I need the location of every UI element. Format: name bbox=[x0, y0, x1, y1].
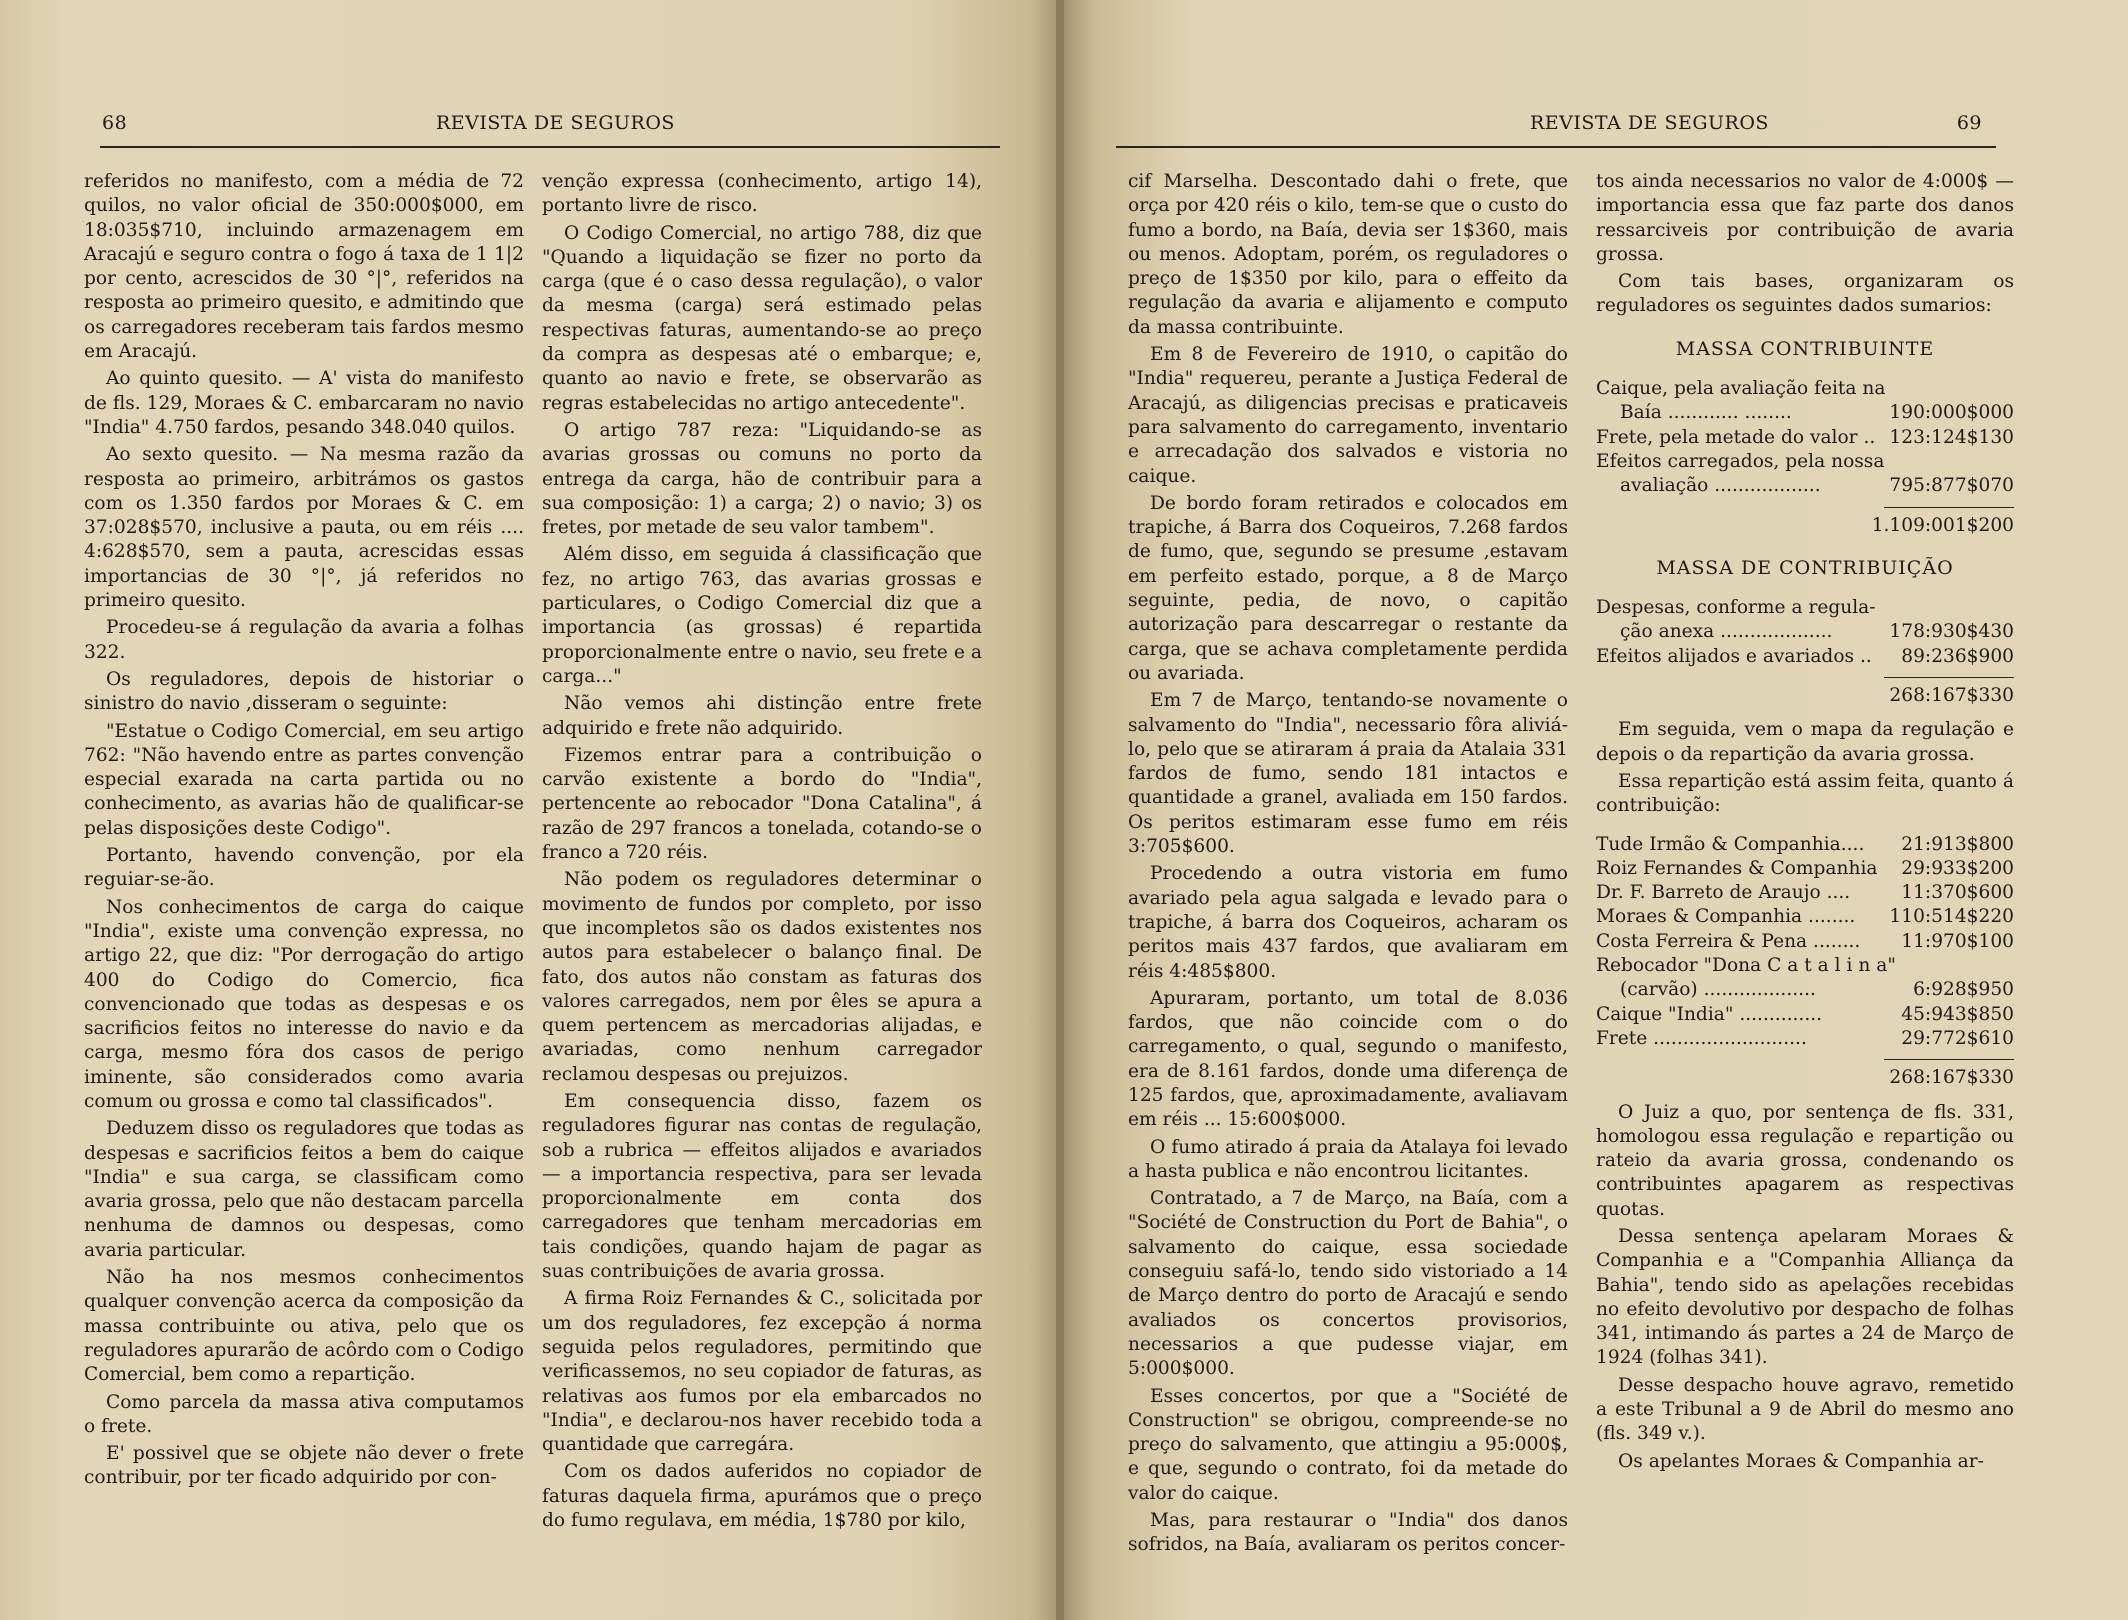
right-page bbox=[1064, 0, 2128, 1620]
table-row bbox=[1596, 954, 2014, 978]
row-label: Baía ............ ........ bbox=[1620, 402, 1792, 424]
paragraph: Não ha nos mesmos conhecimentos qualquer convenção acerca da composição da massa contribuinte ou ativa, pelo que os reguladores apurarão de acôrdo com o Codigo Comercial, bem como a repartição. bbox=[84, 1267, 524, 1386]
row-value: 45:943$850 bbox=[1901, 1003, 2014, 1025]
paragraph: Os reguladores, depois de historiar o sinistro do navio ,disseram o seguinte: bbox=[84, 668, 524, 715]
paragraph: Em seguida, vem o mapa da regulação e depois o da repartição da avaria grossa. bbox=[1596, 719, 2014, 765]
paragraph: cif Marselha. Descontado dahi o frete, que orça por 420 réis o kilo, tem-se que o custo do fumo a bordo, na Baía, devia ser 1$360, mais ou menos. Adoptam, porém, os reguladores o preço de 1$350 por kilo, para o effeito da regulação da avaria e alijamento e computo da massa contribuinte. bbox=[1128, 171, 1568, 338]
row-value: 123:124$130 bbox=[1889, 426, 2014, 448]
right-page-header bbox=[1116, 112, 1996, 148]
paragraph: Essa repartição está assim feita, quanto á contribuição: bbox=[1596, 770, 2014, 817]
reparticao-table bbox=[1596, 833, 2014, 1091]
row-value: 110:514$220 bbox=[1889, 906, 2014, 928]
left-page-column-1 bbox=[84, 170, 524, 1494]
table-total: 1.109:001$200 bbox=[1871, 514, 2014, 536]
table-total: 268:167$330 bbox=[1889, 1067, 2014, 1089]
paragraph: Dessa sentença apelaram Moraes & Companhia e a "Companhia Alliança da Bahia", tendo sido as apelações recebidas no efeito devolutivo por despacho de folhas 341, intimando ás partes a 24 de Março de 1924 (folhas 341). bbox=[1596, 1225, 2014, 1369]
row-value: 29:772$610 bbox=[1901, 1027, 2014, 1049]
row-value: 178:930$430 bbox=[1889, 621, 2014, 643]
paragraph: Apuraram, portanto, um total de 8.036 fardos, que não coincide com o do carregamento, o qual, segundo o manifesto, era de 8.161 fardos, donde uma diferença de 125 fardos, que, aproximadamente, avaliavam em réis ... 15:600$000. bbox=[1128, 987, 1568, 1131]
table-row bbox=[1596, 833, 2014, 857]
row-value: 795:877$070 bbox=[1889, 475, 2014, 497]
row-value: 6:928$950 bbox=[1913, 979, 2014, 1001]
paragraph: A firma Roiz Fernandes & C., solicitada por um dos reguladores, fez excepção á norma seguida pelos reguladores, permitindo que verificassemos, no seu copiador de faturas, as relativas aos fumos por ela embarcados no "India", e declarou-nos haver recebido toda a quantidade que carregára. bbox=[542, 1288, 982, 1456]
table-row bbox=[1596, 426, 2014, 450]
table-total: 268:167$330 bbox=[1889, 685, 2014, 707]
row-value: 89:236$900 bbox=[1901, 645, 2014, 667]
paragraph: Em 8 de Fevereiro de 1910, o capitão do "India" requereu, perante a Justiça Federal de Aracajú, as diligencias precisas e praticaveis para salvamento do carregamento, inventario e arrecadação dos salvados e vistoria no caique. bbox=[1128, 344, 1568, 487]
row-label: Rebocador "Dona C a t a l i n a" bbox=[1596, 955, 1896, 977]
row-label: Moraes & Companhia ........ bbox=[1596, 906, 1856, 928]
paragraph: Não vemos ahi distinção entre frete adquirido e frete não adquirido. bbox=[542, 693, 982, 739]
running-title-right: REVISTA DE SEGUROS bbox=[1530, 112, 1769, 134]
paragraph: Além disso, em seguida á classificação que fez, no artigo 763, das avarias grossas e particulares, o Codigo Comercial diz que a importancia (as grossas) é repartida proporcionalmente entre o navio, seu frete e a carga..." bbox=[542, 544, 982, 687]
table-row bbox=[1596, 857, 2014, 881]
paragraph: Procedeu-se á regulação da avaria a folhas 322. bbox=[84, 617, 524, 663]
running-title-left: REVISTA DE SEGUROS bbox=[436, 112, 675, 134]
row-label: Dr. F. Barreto de Araujo .... bbox=[1596, 882, 1851, 904]
paragraph: venção expressa (conhecimento, artigo 14), portanto livre de risco. bbox=[542, 171, 982, 217]
table-row bbox=[1596, 881, 2014, 905]
paragraph: Mas, para restaurar o "India" dos danos sofridos, na Baía, avaliaram os peritos concer- bbox=[1128, 1510, 1568, 1556]
paragraph: Ao sexto quesito. — Na mesma razão da resposta ao primeiro, arbitrámos os gastos com os 1.350 fardos por Moraes & C. em 37:028$570, inclusive a pauta, ou em réis .... 4:628$570, sem a pauta, acrescidas essas importancias de 30 °|°, já referidos no primeiro quesito. bbox=[84, 444, 524, 612]
paragraph: Em 7 de Março, tentando-se novamente o salvamento do "India", necessario fôra aliviá-lo, pelo que se atiraram á praia da Atalaia 331 fardos de fumo, sendo 181 intactos e quantidade a granel, avaliada em 150 fardos. Os peritos estimaram esse fumo em réis 3:705$600. bbox=[1128, 690, 1568, 858]
paragraph: Portanto, havendo convenção, por ela reguiar-se-ão. bbox=[84, 845, 524, 891]
row-label: Caique, pela avaliação feita na bbox=[1596, 378, 1886, 400]
paragraph: Nos conhecimentos de carga do caique "India", existe uma convenção expressa, no artigo 22, que diz: "Por derrogação do artigo 400 do Codigo do Comercio, fica convencionado que todas as despesas e os sacrificios feitos no interesse do navio e da carga, mesmo fóra dos casos de perigo iminente, são considerados como avaria comum ou grossa e como tal classificados". bbox=[84, 896, 524, 1112]
table-row bbox=[1596, 930, 2014, 954]
table-heading: MASSA DE CONTRIBUIÇÃO bbox=[1656, 556, 1954, 579]
row-label: Tude Irmão & Companhia.... bbox=[1596, 833, 1865, 855]
paragraph: Os apelantes Moraes & Companhia ar- bbox=[1618, 1450, 1984, 1472]
paragraph: Contratado, a 7 de Março, na Baía, com a "Société de Construction du Port de Bahia", o salvamento do caique, essa sociedade conseguiu safá-lo, tendo sido vistoriado a 14 de Março dentro do porto de Aracajú e sendo avaliados os concertos provisorios, necessarios a que pudesse viajar, em 5:000$000. bbox=[1128, 1188, 1568, 1380]
paragraph: Fizemos entrar para a contribuição o carvão existente a bordo do "India", pertencente ao rebocador "Dona Catalina", á razão de 297 francos a tonelada, cotando-se o franco a 720 réis. bbox=[542, 744, 982, 864]
row-label: ção anexa ................... bbox=[1620, 621, 1833, 643]
table-row bbox=[1596, 1003, 2014, 1027]
left-page-column-2 bbox=[542, 170, 982, 1536]
page-number-left: 68 bbox=[102, 112, 128, 134]
paragraph: E' possivel que se objete não dever o frete contribuir, por ter ficado adquirido por con- bbox=[84, 1443, 524, 1489]
paragraph: Deduzem disso os reguladores que todas as despesas e sacrificios feitos a bem do caique "India" e sua carga, se classificam como avaria grossa, pelo que não destacam parcella nenhuma de damnos ou despesas, como avaria particular. bbox=[84, 1118, 524, 1261]
row-value: 11:370$600 bbox=[1901, 882, 2014, 904]
paragraph: Em consequencia disso, fazem os reguladores figurar nas contas de regulação, sob a rubrica — effeitos alijados e avariados — a importancia respectiva, para ser levada proporcionalmente em conta dos carregadores que tenham mercadorias em tais condições, quando hajam de pagar as suas contribuições de avaria grossa. bbox=[542, 1090, 982, 1283]
paragraph: Com os dados auferidos no copiador de faturas daquela firma, apurámos que o preço do fumo regulava, em média, 1$780 por kilo, bbox=[542, 1461, 982, 1532]
table-row bbox=[1596, 978, 2014, 1002]
paragraph: Com tais bases, organizaram os reguladores os seguintes dados sumarios: bbox=[1596, 271, 2014, 317]
paragraph: "Estatue o Codigo Comercial, em seu artigo 762: "Não havendo entre as partes convenção especial exarada na carta partida ou no conhecimento, as avarias hão de qualificar-se pelas disposições deste Codigo". bbox=[84, 720, 524, 839]
total-rule bbox=[1884, 1059, 2014, 1060]
table-row bbox=[1596, 377, 2014, 401]
right-page-column-1 bbox=[1128, 170, 1568, 1561]
total-rule bbox=[1884, 507, 2014, 508]
table-row bbox=[1596, 1027, 2014, 1051]
page-number-right: 69 bbox=[1956, 112, 1982, 134]
table-row bbox=[1596, 645, 2014, 669]
row-label: Frete .......................... bbox=[1596, 1027, 1807, 1049]
massa-contribuinte-table bbox=[1596, 377, 2014, 538]
row-label: Despesas, conforme a regula- bbox=[1596, 597, 1876, 619]
right-page-column-2 bbox=[1596, 170, 2014, 1477]
paragraph: O Juiz a quo, por sentença de fls. 331, homologou essa regulação e repartição ou rateio da avaria grossa, condenando os contribuintes apagarem as respectivas quotas. bbox=[1596, 1101, 2014, 1220]
table-row bbox=[1596, 474, 2014, 498]
table-row bbox=[1596, 620, 2014, 644]
row-label: Roiz Fernandes & Companhia bbox=[1596, 857, 1878, 879]
table-row bbox=[1596, 401, 2014, 425]
massa-contribuicao-table bbox=[1596, 596, 2014, 708]
paragraph: Ao quinto quesito. — A' vista do manifesto de fls. 129, Moraes & C. embarcaram no navio "India" 4.750 fardos, pesando 348.040 quilos. bbox=[84, 368, 524, 438]
total-rule bbox=[1884, 677, 2014, 678]
row-label: avaliação .................. bbox=[1620, 475, 1821, 497]
row-value: 11:970$100 bbox=[1901, 930, 2014, 952]
paragraph: Como parcela da massa ativa computamos o frete. bbox=[84, 1391, 524, 1437]
left-page-header bbox=[100, 112, 1000, 148]
row-label: (carvão) ................... bbox=[1620, 979, 1816, 1001]
paragraph: De bordo foram retirados e colocados em trapiche, á Barra dos Coqueiros, 7.268 fardos de fumo, que, segundo se presume ,estavam em perfeito estado, porque, a 8 de Março seguinte, pedia, de novo, o capitão autorização para descarregar o restante da carga, que se achava completamente perdida ou avariada. bbox=[1128, 492, 1568, 684]
row-label: Efeitos alijados e avariados .. bbox=[1596, 645, 1872, 667]
table-row bbox=[1596, 905, 2014, 929]
paragraph: Esses concertos, por que a "Société de Construction" se obrigou, compreende-se no preço do salvamento, que attingiu a 95:000$, e que, segundo o contrato, foi da metade do valor do caique. bbox=[1128, 1385, 1568, 1504]
table-row bbox=[1596, 596, 2014, 620]
row-value: 21:913$800 bbox=[1901, 833, 2014, 855]
table-row bbox=[1596, 450, 2014, 474]
paragraph: referidos no manifesto, com a média de 72 quilos, no valor oficial de 350:000$000, em 18:035$710, incluindo armazenagem em Aracajú e seguro contra o fogo á taxa de 1 1|2 por cento, acrescidos de 30 °|°, referidos na resposta ao primeiro quesito, e admitindo que os carregadores receberam tais fardos mesmo em Aracajú. bbox=[84, 171, 524, 363]
paragraph: Procedendo a outra vistoria em fumo avariado pela agua salgada e levado para o trapiche, á barra dos Coqueiros, acharam os peritos mais 437 fardos, que avaliaram em réis 4:485$800. bbox=[1128, 863, 1568, 982]
paragraph: tos ainda necessarios no valor de 4:000$ — importancia essa que faz parte dos danos ressarciveis por contribuição de avaria grossa. bbox=[1596, 171, 2014, 265]
row-label: Efeitos carregados, pela nossa bbox=[1596, 450, 1885, 472]
paragraph: O Codigo Comercial, no artigo 788, diz que "Quando a liquidação se fizer no porto da carga (que é o caso dessa regulação), o valor da mesma (carga) será estimado pelas respectivas faturas, aumentando-se ao preço da compra as despesas até o embarque; e, quanto ao navio e frete, se observarão as regras estabelecidas no artigo antecedente". bbox=[542, 222, 982, 414]
left-page bbox=[0, 0, 1060, 1620]
paragraph: O artigo 787 reza: "Liquidando-se as avarias grossas ou comuns no porto da entrega da carga, hão de contribuir para a sua composição: 1) a carga; 2) o navio; 3) os fretes, por metade de seu valor tambem". bbox=[542, 419, 982, 539]
paragraph: O fumo atirado á praia da Atalaya foi levado a hasta publica e não encontrou licitantes. bbox=[1128, 1136, 1568, 1182]
row-value: 190:000$000 bbox=[1889, 402, 2014, 424]
row-label: Costa Ferreira & Pena ........ bbox=[1596, 930, 1861, 952]
row-value: 29:933$200 bbox=[1901, 857, 2014, 879]
row-label: Caique "India" .............. bbox=[1596, 1003, 1823, 1025]
paragraph: Não podem os reguladores determinar o movimento de fundos por completo, por isso que incompletos são os dados existentes nos autos para estabelecer o balanço final. De fato, dos autos não constam as faturas dos valores carregados, nem por êles se apura a quem pertencem as mercadorias alijadas, e avariadas, como nenhum carregador reclamou despesas ou prejuizos. bbox=[542, 869, 982, 1085]
table-heading: MASSA CONTRIBUINTE bbox=[1675, 337, 1935, 360]
row-label: Frete, pela metade do valor .. bbox=[1596, 426, 1876, 448]
paragraph: Desse despacho houve agravo, remetido a este Tribunal a 9 de Abril do mesmo ano (fls. 349 v.). bbox=[1596, 1374, 2014, 1445]
